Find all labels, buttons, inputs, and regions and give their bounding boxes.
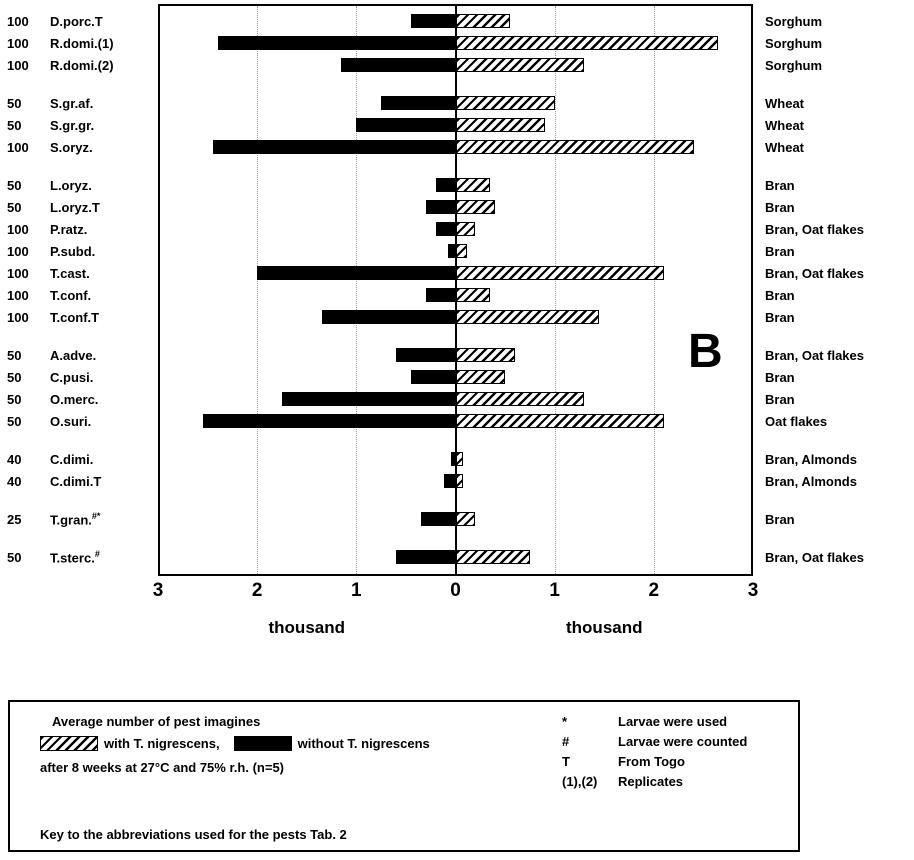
species-name: C.pusi. — [50, 369, 94, 385]
sample-size-label: 100 — [7, 309, 29, 325]
bar-with-t-nigrescens — [456, 512, 476, 526]
diet-label: Bran, Oat flakes — [765, 221, 864, 237]
axis-tick-label: 1 — [549, 580, 560, 601]
chart-row — [0, 366, 914, 388]
row-plot — [158, 114, 753, 136]
sample-size-label: 100 — [7, 57, 29, 73]
species-label — [50, 118, 158, 133]
bar-without-t-nigrescens — [396, 550, 456, 564]
species-name: R.domi.(1) — [50, 35, 114, 51]
sample-size-label: 100 — [7, 265, 29, 281]
species-name: P.subd. — [50, 243, 96, 259]
species-name: S.oryz. — [50, 139, 93, 155]
sample-size-label: 50 — [7, 413, 22, 429]
species-name: A.adve. — [50, 347, 97, 363]
axis-tick-label: 2 — [251, 580, 263, 601]
row-plot — [158, 32, 753, 54]
axis-tick-label: 0 — [450, 580, 461, 601]
bar-without-t-nigrescens — [426, 200, 456, 214]
bar-with-t-nigrescens — [456, 14, 511, 28]
axis-tick-label: 1 — [351, 580, 362, 601]
symbol-hash: # — [562, 734, 570, 749]
diverging-bar-chart — [0, 4, 914, 654]
species-name: L.oryz.T — [50, 199, 100, 215]
chart-row — [0, 32, 914, 54]
chart-row — [0, 92, 914, 114]
chart-row — [0, 54, 914, 76]
bar-without-t-nigrescens — [448, 244, 456, 258]
row-plot — [158, 344, 753, 366]
bar-with-t-nigrescens — [456, 58, 585, 72]
chart-row — [0, 410, 914, 432]
without-series-label: without T. nigrescens — [297, 736, 430, 751]
diet-label: Sorghum — [765, 13, 823, 29]
bar-without-t-nigrescens — [218, 36, 456, 50]
species-name: T.conf.T — [50, 309, 100, 325]
chart-row — [0, 174, 914, 196]
diet-label: Bran — [765, 287, 795, 303]
diet-label: Bran, Oat flakes — [765, 265, 864, 281]
diet-label: Wheat — [765, 95, 804, 111]
legend-series-key — [40, 736, 430, 751]
bar-with-t-nigrescens — [456, 266, 664, 280]
species-label — [50, 244, 158, 259]
with-series-label: with T. nigrescens, — [104, 736, 220, 751]
solid-bar-swatch — [234, 736, 292, 751]
legend-symbol-key — [562, 714, 747, 789]
row-plot — [158, 508, 753, 530]
bar-without-t-nigrescens — [444, 474, 456, 488]
species-name: C.dimi. — [50, 451, 94, 467]
diet-label: Bran — [765, 177, 795, 193]
diet-label: Bran — [765, 391, 795, 407]
sample-size-label: 40 — [7, 473, 22, 489]
axis-tick-label: 2 — [648, 580, 660, 601]
row-plot — [158, 92, 753, 114]
x-axis-titles — [158, 618, 753, 642]
species-label — [50, 474, 158, 489]
species-label — [50, 414, 158, 429]
legend-footer: Key to the abbreviations used for the pests Tab. 2 — [40, 827, 347, 842]
chart-row — [0, 306, 914, 328]
row-plot — [158, 196, 753, 218]
row-plot — [158, 284, 753, 306]
species-label — [50, 178, 158, 193]
sample-size-label: 50 — [7, 347, 22, 363]
species-label — [50, 549, 158, 565]
species-name: O.suri. — [50, 413, 92, 429]
row-plot — [158, 262, 753, 284]
chart-row — [0, 284, 914, 306]
bar-with-t-nigrescens — [456, 36, 719, 50]
species-name: D.porc.T — [50, 13, 103, 29]
bar-without-t-nigrescens — [411, 14, 456, 28]
species-superscript: # — [94, 548, 100, 559]
bar-without-t-nigrescens — [426, 288, 456, 302]
bar-with-t-nigrescens — [456, 550, 530, 564]
species-name: T.cast. — [50, 265, 90, 281]
species-name: T.conf. — [50, 287, 92, 303]
sample-size-label: 100 — [7, 139, 29, 155]
panel-label: B — [688, 325, 723, 378]
symbol-replicates: (1),(2) — [562, 774, 598, 789]
diet-label: Bran, Oat flakes — [765, 347, 864, 363]
chart-row — [0, 388, 914, 410]
axis-tick-label: 3 — [747, 580, 759, 601]
species-name: C.dimi.T — [50, 473, 102, 489]
chart-row — [0, 114, 914, 136]
species-label — [50, 222, 158, 237]
row-plot — [158, 54, 753, 76]
bar-with-t-nigrescens — [456, 310, 600, 324]
row-plot — [158, 240, 753, 262]
bar-without-t-nigrescens — [213, 140, 456, 154]
sample-size-label: 50 — [7, 95, 22, 111]
axis-tick-label: 3 — [152, 580, 164, 601]
bar-with-t-nigrescens — [456, 474, 464, 488]
row-plot — [158, 388, 753, 410]
sample-size-label: 50 — [7, 177, 22, 193]
species-label — [50, 266, 158, 281]
sample-size-label: 40 — [7, 451, 22, 467]
chart-row — [0, 218, 914, 240]
symbol-t-meaning: From Togo — [618, 754, 685, 769]
legend-title: Average number of pest imagines — [52, 714, 261, 729]
sample-size-label: 100 — [7, 13, 29, 29]
species-name: L.oryz. — [50, 177, 92, 193]
x-axis-title-left: thousand — [268, 618, 345, 637]
bar-with-t-nigrescens — [456, 96, 555, 110]
species-label — [50, 58, 158, 73]
bar-without-t-nigrescens — [421, 512, 456, 526]
bar-without-t-nigrescens — [356, 118, 455, 132]
sample-size-label: 100 — [7, 35, 29, 51]
chart-row — [0, 508, 914, 530]
bar-without-t-nigrescens — [411, 370, 456, 384]
row-plot — [158, 410, 753, 432]
diet-label: Wheat — [765, 139, 804, 155]
chart-row — [0, 448, 914, 470]
diet-label: Sorghum — [765, 57, 823, 73]
species-label — [50, 310, 158, 325]
chart-rows — [0, 10, 914, 568]
species-label — [50, 140, 158, 155]
species-name: O.merc. — [50, 391, 99, 407]
diet-label: Oat flakes — [765, 413, 828, 429]
chart-row — [0, 196, 914, 218]
sample-size-label: 50 — [7, 369, 22, 385]
species-name: T.sterc. — [50, 550, 95, 566]
species-name: R.domi.(2) — [50, 57, 114, 73]
bar-with-t-nigrescens — [456, 118, 545, 132]
legend-conditions: after 8 weeks at 27°C and 75% r.h. (n=5) — [40, 760, 284, 775]
diet-label: Bran — [765, 309, 795, 325]
bar-without-t-nigrescens — [436, 222, 456, 236]
row-plot — [158, 218, 753, 240]
bar-without-t-nigrescens — [322, 310, 456, 324]
bar-with-t-nigrescens — [456, 288, 491, 302]
species-label — [50, 348, 158, 363]
chart-row — [0, 10, 914, 32]
species-superscript: #* — [91, 510, 101, 521]
bar-with-t-nigrescens — [456, 140, 694, 154]
species-label — [50, 392, 158, 407]
bar-with-t-nigrescens — [456, 200, 496, 214]
row-plot — [158, 448, 753, 470]
symbol-t: T — [562, 754, 570, 769]
species-label — [50, 370, 158, 385]
row-plot — [158, 174, 753, 196]
species-label — [50, 200, 158, 215]
sample-size-label: 50 — [7, 391, 22, 407]
bar-without-t-nigrescens — [341, 58, 455, 72]
hatched-bar-swatch — [40, 736, 98, 751]
row-plot — [158, 136, 753, 158]
diet-label: Bran, Oat flakes — [765, 549, 864, 565]
bar-without-t-nigrescens — [203, 414, 456, 428]
x-axis-title-right: thousand — [566, 618, 643, 637]
species-name: S.gr.gr. — [50, 117, 95, 133]
chart-row — [0, 240, 914, 262]
bar-without-t-nigrescens — [257, 266, 455, 280]
species-label — [50, 452, 158, 467]
species-label — [50, 14, 158, 29]
bar-without-t-nigrescens — [381, 96, 455, 110]
bar-with-t-nigrescens — [456, 414, 664, 428]
row-plot — [158, 10, 753, 32]
symbol-hash-meaning: Larvae were counted — [618, 734, 748, 749]
diet-label: Bran, Almonds — [765, 451, 857, 467]
sample-size-label: 50 — [7, 549, 22, 565]
row-plot — [158, 366, 753, 388]
diet-label: Bran — [765, 511, 795, 527]
species-label — [50, 288, 158, 303]
diet-label: Bran — [765, 199, 795, 215]
bar-with-t-nigrescens — [456, 370, 506, 384]
sample-size-label: 100 — [7, 221, 29, 237]
bar-with-t-nigrescens — [456, 452, 464, 466]
bar-with-t-nigrescens — [456, 222, 476, 236]
bar-without-t-nigrescens — [282, 392, 456, 406]
sample-size-label: 50 — [7, 199, 22, 215]
bar-with-t-nigrescens — [456, 392, 585, 406]
diet-label: Bran — [765, 243, 795, 259]
bar-with-t-nigrescens — [456, 348, 516, 362]
species-name: S.gr.af. — [50, 95, 94, 111]
bar-with-t-nigrescens — [456, 244, 468, 258]
symbol-asterisk-meaning: Larvae were used — [618, 714, 728, 729]
species-label — [50, 36, 158, 51]
species-label — [50, 511, 158, 527]
legend-box — [8, 700, 800, 852]
bar-without-t-nigrescens — [436, 178, 456, 192]
sample-size-label: 100 — [7, 287, 29, 303]
diet-label: Wheat — [765, 117, 804, 133]
chart-row — [0, 470, 914, 492]
chart-row — [0, 546, 914, 568]
bar-with-t-nigrescens — [456, 178, 491, 192]
chart-row — [0, 344, 914, 366]
chart-row — [0, 262, 914, 284]
x-axis-ticks — [152, 580, 759, 604]
diet-label: Bran — [765, 369, 795, 385]
diet-label: Bran, Almonds — [765, 473, 857, 489]
symbol-asterisk: * — [562, 714, 568, 729]
row-plot — [158, 546, 753, 568]
species-name: P.ratz. — [50, 221, 88, 237]
species-name: T.gran. — [50, 512, 92, 528]
species-label — [50, 96, 158, 111]
chart-row — [0, 136, 914, 158]
sample-size-label: 100 — [7, 243, 29, 259]
symbol-replicates-meaning: Replicates — [618, 774, 684, 789]
sample-size-label: 50 — [7, 117, 22, 133]
sample-size-label: 25 — [7, 511, 22, 527]
row-plot — [158, 306, 753, 328]
diet-label: Sorghum — [765, 35, 823, 51]
row-plot — [158, 470, 753, 492]
bar-without-t-nigrescens — [396, 348, 456, 362]
